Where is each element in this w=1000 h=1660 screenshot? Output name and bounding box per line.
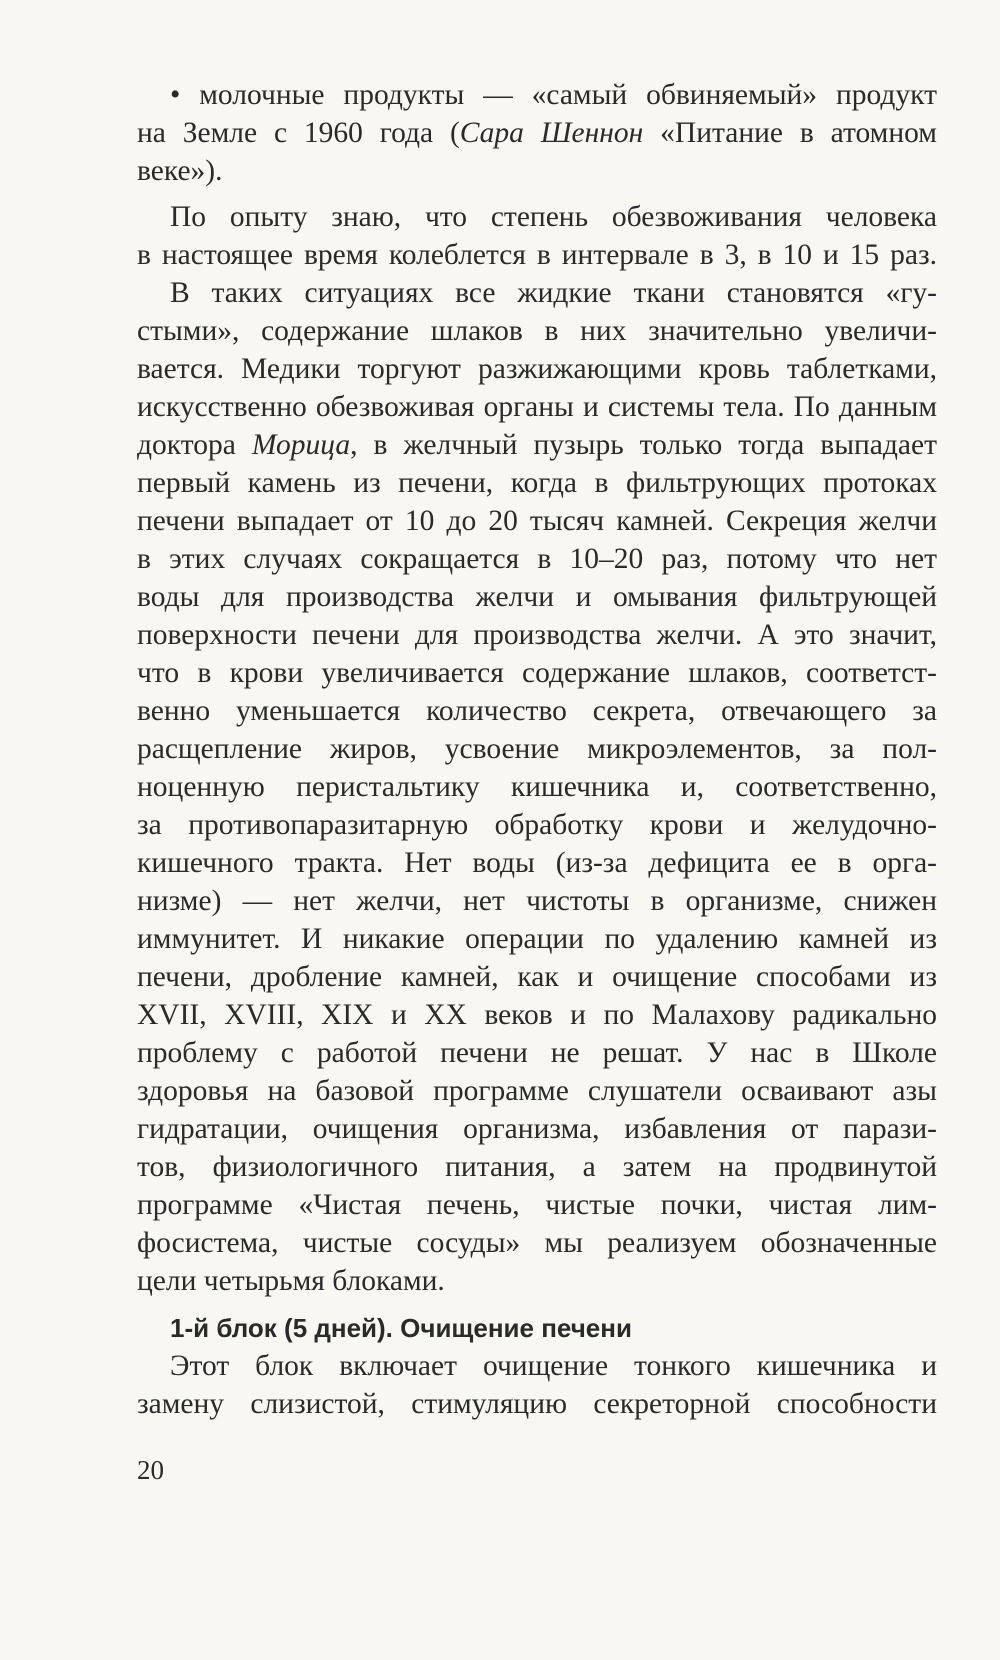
text-segment: расщепление жиров, усвоение микроэлементов, за пол- — [137, 733, 937, 765]
text-segment: вается. Медики торгуют разжижающими кровь таблетками, — [137, 353, 937, 385]
text-segment: «Питание в атомном — [643, 117, 937, 149]
text-segment: Этот блок включает очищение тонкого кишечника и — [170, 1350, 937, 1382]
bullet-line — [170, 75, 937, 115]
text-segment: первый камень из печени, когда в фильтрующих протоках — [137, 467, 937, 499]
text-segment: цели четырьмя блоками. — [137, 1265, 445, 1297]
text-line — [137, 235, 937, 275]
page-number: 20 — [137, 1455, 164, 1485]
text-segment: печени выпадает от 10 до 20 тысяч камней. Секреция желчи — [137, 505, 937, 537]
text-line — [137, 1384, 937, 1424]
text-segment: В таких ситуациях все жидкие ткани становятся «гу- — [170, 277, 937, 309]
text-line — [137, 151, 937, 191]
text-line — [137, 1071, 937, 1111]
text-line — [137, 843, 937, 883]
text-segment: По опыту знаю, что степень обезвоживания человека — [170, 201, 937, 233]
text-segment: венно уменьшается количество секрета, отвечающего за — [137, 695, 937, 727]
text-line — [137, 1147, 937, 1187]
text-line — [137, 653, 937, 693]
text-line — [137, 425, 937, 465]
text-line — [137, 957, 937, 997]
text-segment: XVII, XVIII, XIX и XX веков и по Малахову радикально — [137, 999, 937, 1031]
text-segment: веке»). — [137, 155, 223, 187]
text-line — [137, 463, 937, 503]
paragraph-start — [170, 1346, 937, 1386]
text-line — [137, 767, 937, 807]
text-segment: 1-й блок (5 дней). Очищение печени — [170, 1313, 632, 1343]
text-segment: здоровья на базовой программе слушатели осваивают азы — [137, 1075, 937, 1107]
text-segment: в настоящее время колеблется в интервале в 3, в 10 и 15 раз. — [137, 239, 937, 271]
text-segment: доктора — [137, 429, 252, 461]
text-segment: искусственно обезвоживая органы и системы тела. По данным — [137, 391, 937, 423]
text-line — [137, 1033, 937, 1073]
text-segment: печени, дробление камней, как и очищение способами из — [137, 961, 937, 993]
text-segment: кишечного тракта. Нет воды (из-за дефицита ее в орга- — [137, 847, 937, 879]
text-line — [137, 881, 937, 921]
text-line — [137, 919, 937, 959]
text-segment: воды для производства желчи и омывания фильтрующей — [137, 581, 937, 613]
text-segment: , в желчный пузырь только тогда выпадает — [350, 429, 937, 461]
text-segment: ноценную перистальтику кишечника и, соответственно, — [137, 771, 937, 803]
text-segment: фосистема, чистые сосуды» мы реализуем обозначенные — [137, 1227, 937, 1259]
text-segment: тов, физиологичного питания, а затем на продвинутой — [137, 1151, 937, 1183]
text-segment: стыми», содержание шлаков в них значительно увеличи- — [137, 315, 937, 347]
text-line — [137, 729, 937, 769]
text-line — [137, 691, 937, 731]
text-line — [137, 501, 937, 541]
text-segment: замену слизистой, стимуляцию секреторной способности — [137, 1388, 937, 1420]
text-segment: проблему с работой печени не решат. У нас в Школе — [137, 1037, 937, 1069]
text-segment: поверхности печени для производства желчи. А это значит, — [137, 619, 937, 651]
text-line — [137, 805, 937, 845]
section-heading — [170, 1308, 937, 1348]
italic-name: Сара Шеннон — [459, 117, 644, 149]
text-line — [137, 1185, 937, 1225]
text-line — [137, 1223, 937, 1263]
paragraph-start — [170, 197, 937, 237]
text-segment: за противопаразитарную обработку крови и желудочно- — [137, 809, 937, 841]
text-segment: гидратации, очищения организма, избавления от парази- — [137, 1113, 937, 1145]
text-line — [137, 311, 937, 351]
italic-name: Морица — [251, 429, 351, 461]
text-line — [137, 539, 937, 579]
text-segment: иммунитет. И никакие операции по удалению камней из — [137, 923, 937, 955]
text-line — [137, 113, 937, 153]
text-segment: • молочные продукты — «самый обвиняемый» продукт — [170, 79, 937, 111]
text-line — [137, 1261, 937, 1301]
text-segment: что в крови увеличивается содержание шлаков, соответст- — [137, 657, 937, 689]
text-line — [137, 1109, 937, 1149]
text-line — [137, 349, 937, 389]
text-segment: на Земле с 1960 года ( — [137, 117, 460, 149]
text-line — [137, 577, 937, 617]
text-segment: программе «Чистая печень, чистые почки, чистая лим- — [137, 1189, 937, 1221]
text-segment: в этих случаях сокращается в 10–20 раз, потому что нет — [137, 543, 937, 575]
text-line — [137, 387, 937, 427]
paragraph-start — [170, 273, 937, 313]
text-line — [137, 615, 937, 655]
text-line — [137, 995, 937, 1035]
text-segment: низме) — нет желчи, нет чистоты в организме, снижен — [137, 885, 937, 917]
